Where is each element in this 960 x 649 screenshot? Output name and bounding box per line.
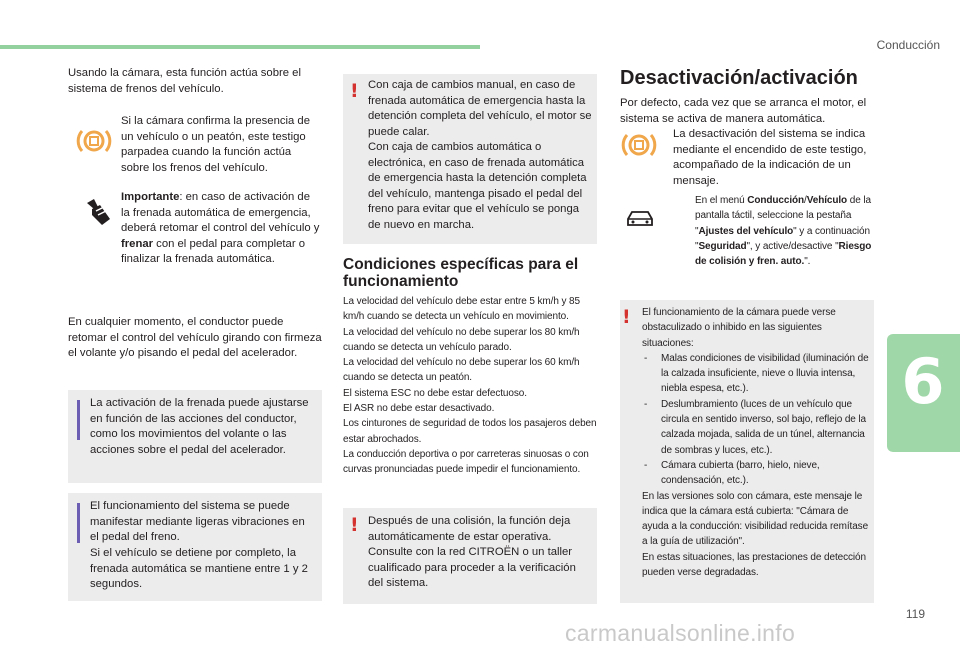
camera-text: Si la cámara confirma la presencia de un vehículo o un peatón, este testigo parpadea cuando la función actúa sobre los frenos del vehículo. (121, 115, 310, 174)
conditions-heading: Condiciones específicas para el funcionamiento (343, 256, 579, 290)
list-item: La velocidad del vehículo no debe superar los 80 km/h cuando se detecta un vehículo parado. (343, 326, 580, 353)
warning-box-gearbox: ! Con caja de cambios manual, en caso de frenada automática de emergencia hasta la detención completa del vehículo, el motor se puede calar. Con caja de cambios automática o electrónica, en caso de frenada automática de emergencia hasta la detención completa del vehículo, mantenga pisado el pedal del freno para evitar que el vehículo se ponga de nuevo en marcha. (343, 74, 597, 244)
vehicle-menu-icon (624, 207, 656, 229)
intro-text: Usando la cámara, esta función actúa sobre el sistema de frenos del vehículo. (68, 67, 301, 95)
brake-warning-lamp-icon (621, 130, 657, 160)
warning-box-collision: ! Después de una colisión, la función deja automáticamente de estar operativa. Consulte con la red CITROËN o un taller cualificado para proceder a la verificación del sistema. (343, 508, 597, 604)
camera-conditions-list (642, 351, 872, 489)
section-title: Conducción (876, 38, 940, 52)
list-item: - Cámara cubierta (barro, hielo, nieve, condensación, etc.). (642, 458, 872, 489)
hand-pressing-pedal-icon (84, 197, 112, 227)
page-number: 119 (905, 607, 925, 621)
menu-instructions: En el menú Conducción/Vehículo de la pantalla táctil, seleccione la pestaña "Ajustes del vehículo" y a continuación "Seguridad", y active/desactive "Riesgo de colisión y fren. auto.". (695, 195, 872, 268)
default-activation-text: Por defecto, cada vez que se arranca el motor, el sistema se activa de manera automática. (620, 97, 867, 125)
info-note-1: La activación de la frenada puede ajustarse en función de las acciones del conductor, como los movimientos del volante o las acciones sobre el pedal del acelerador. (68, 390, 322, 483)
warning-exclamation-icon: ! (622, 306, 631, 328)
chapter-number: 6 (901, 345, 945, 418)
list-item: - Deslumbramiento (luces de un vehículo que circula en sentido inverso, sol bajo, reflejo de la calzada mojada, salida de un túnel, alternancia de sombras y luces, etc.). (642, 397, 872, 458)
watermark: carmanualsonline.info (565, 620, 796, 646)
warning-exclamation-icon: ! (350, 514, 359, 536)
warning-box-camera: ! El funcionamiento de la cámara puede verse obstaculizado o inhibido en las siguientes situaciones: - Malas condiciones de visibilidad (iluminación de la calzada insuficiente, nieve o lluvia intensa, niebla espesa, etc.). - Deslumbramiento (luces de un vehículo que circula en sentido inverso, sol bajo, reflejo de la calzada mojada, salida de un túnel, alternancia de sombras y luces, etc.). - Cámara cubierta (barro, hielo, nieve, condensación, etc.). En las versiones solo con cámara, este mensaje le indica que la cámara está cubierta: "Cámara de ayuda a la conducción: visibilidad reducida remítase a la guía de utilización". En estas situaciones, las prestaciones de detección pueden verse degradadas. (620, 300, 874, 603)
deactivation-text: La desactivación del sistema se indica mediante el encendido de este testigo, acompañado de la indicación de un mensaje. (673, 128, 867, 187)
info-note-2: El funcionamiento del sistema se puede manifestar mediante ligeras vibraciones en el pedal del freno. Si el vehículo se detiene por completo, la frenada automática se mantiene entre 1 y 2 segundos. (68, 493, 322, 601)
list-item: La conducción deportiva o por carreteras sinuosas o con curvas pronunciadas puede impedir el funcionamiento. (343, 448, 589, 476)
header-accent-bar (0, 45, 480, 49)
important-text: Importante: en caso de activación de la frenada automática de emergencia, deberá retomar el control del vehículo y frenar con el pedal para completar o finalizar la frenada automática. (121, 191, 320, 266)
deactivation-heading: Desactivación/activación (620, 67, 858, 89)
list-item: La velocidad del vehículo no debe superar los 60 km/h cuando se detecta un peatón. (343, 357, 580, 384)
conditions-list (343, 294, 599, 478)
list-item: La velocidad del vehículo debe estar entre 5 km/h y 85 km/h cuando se detecta un vehículo en movimiento. (343, 296, 580, 323)
info-bar-icon (77, 503, 80, 543)
any-time-text: En cualquier momento, el conductor puede retomar el control del vehículo girando con firmeza el volante y/o pisando el pedal del acelerador. (68, 316, 322, 360)
list-item: - Malas condiciones de visibilidad (iluminación de la calzada insuficiente, nieve o lluvia intensa, niebla espesa, etc.). (642, 351, 872, 397)
list-item: El ASR no debe estar desactivado. (343, 403, 495, 415)
brake-warning-lamp-icon (76, 126, 112, 156)
info-bar-icon (77, 400, 80, 440)
list-item: El sistema ESC no debe estar defectuoso. (343, 387, 527, 399)
list-item: Los cinturones de seguridad de todos los pasajeros deben estar abrochados. (343, 418, 597, 445)
warning-exclamation-icon: ! (350, 80, 359, 102)
